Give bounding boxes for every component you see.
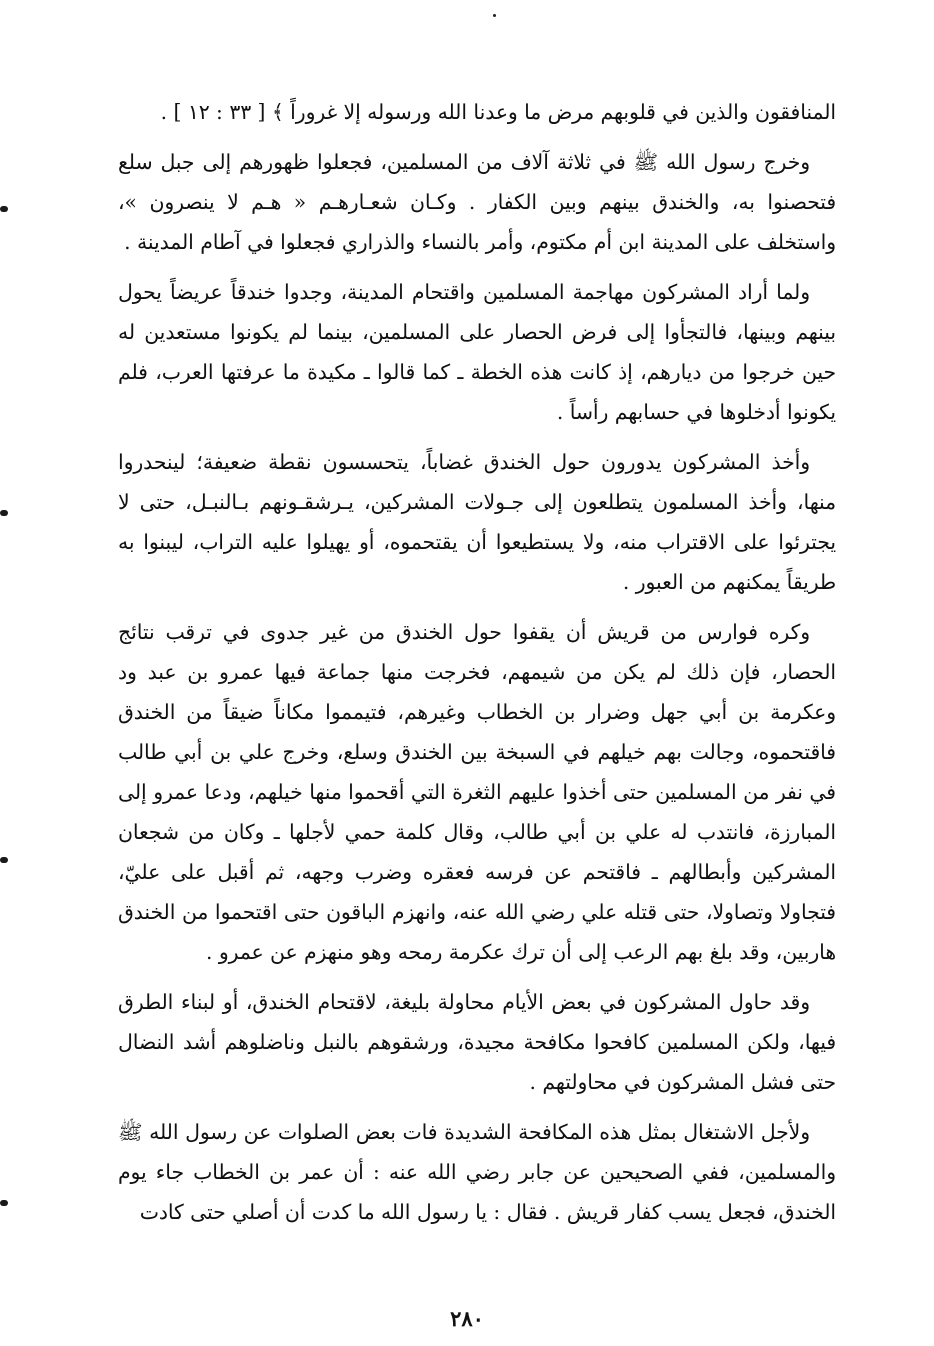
binding-mark: [0, 206, 8, 212]
page-text: [118, 92, 836, 1232]
paragraph: وقد حاول المشركون في بعض الأيام محاولة بليغة، لاقتحام الخندق، أو لبناء الطرق فيها، ولكن المسلمين كافحوا مكافحة مجيدة، ورشقوهم بالنبل وناضلوهم أشد النضال حتى فشل المشركون في محاولتهم .: [118, 990, 836, 1094]
page-number: ٢٨٠: [450, 1306, 484, 1331]
binding-mark: [0, 857, 8, 863]
paragraph: المنافقون والذين في قلوبهم مرض ما وعدنا الله ورسوله إلا غروراً ﴾ [ ٣٣ : ١٢ ] .: [160, 100, 836, 124]
paragraph: وكره فوارس من قريش أن يقفوا حول الخندق من غير جدوى في ترقب نتائج الحصار، فإن ذلك لم يكن من شيمهم، فخرجت منها جماعة فيها عمرو بن عبد ود وعكرمة بن أبي جهل وضرار بن الخطاب وغيرهم، فتيمموا مكاناً ضيقاً من الخندق فاقتحموه، وجالت بهم خيلهم في السبخة بين الخندق وسلع، وخرج علي بن أبي طالب في نفر من المسلمين حتى أخذوا عليهم الثغرة التي أقحموا منها خيلهم، ودعا عمرو إلى المبارزة، فانتدب له علي بن أبي طالب، وقال كلمة حمي لأجلها ـ وكان من شجعان المشركين وأبطالهم ـ فاقتحم عن فرسه فعقره وضرب وجهه، ثم أقبل على عليّ، فتجاولا وتصاولا، حتى قتله علي رضي الله عنه، وانهزم الباقون حتى اقتحموا من الخندق هاربين، وقد بلغ بهم الرعب إلى أن ترك عكرمة رمحه وهو منهزم عن عمرو .: [118, 620, 836, 964]
paragraph: ولما أراد المشركون مهاجمة المسلمين واقتحام المدينة، وجدوا خندقاً عريضاً يحول بينهم وبينها، فالتجأوا إلى فرض الحصار على المسلمين، بينما لم يكونوا مستعدين له حين خرجوا من ديارهم، إذ كانت هذه الخطة ـ كما قالوا ـ مكيدة ما عرفتها العرب، فلم يكونوا أدخلوها في حسابهم رأساً .: [118, 280, 836, 424]
paragraph: ولأجل الاشتغال بمثل هذه المكافحة الشديدة فات بعض الصلوات عن رسول الله ﷺ والمسلمين، ففي الصحيحين عن جابر رضي الله عنه : أن عمر بن الخطاب جاء يوم الخندق، فجعل يسب كفار قريش . فقال : يا رسول الله ما كدت أن أصلي حتى كادت: [118, 1120, 836, 1224]
binding-mark: [0, 510, 8, 516]
binding-mark: [0, 1200, 8, 1206]
paragraph: وخرج رسول الله ﷺ في ثلاثة آلاف من المسلمين، فجعلوا ظهورهم إلى جبل سلع فتحصنوا به، والخندق بينهم وبين الكفار . وكـان شعـارهـم « هـم لا ينصرون »، واستخلف على المدينة ابن أم مكتوم، وأمر بالنساء والذراري فجعلوا في آطام المدينة .: [118, 150, 836, 254]
paragraph: وأخذ المشركون يدورون حول الخندق غضاباً، يتحسسون نقطة ضعيفة؛ لينحدروا منها، وأخذ المسلمون يتطلعون إلى جـولات المشركين، يـرشقـونهم بـالنبـل، حتى لا يجترئوا على الاقتراب منه، ولا يستطيعوا أن يقتحموه، أو يهيلوا عليه التراب، ليبنوا به طريقاً يمكنهم من العبور .: [118, 450, 836, 594]
top-dot: [493, 14, 496, 17]
